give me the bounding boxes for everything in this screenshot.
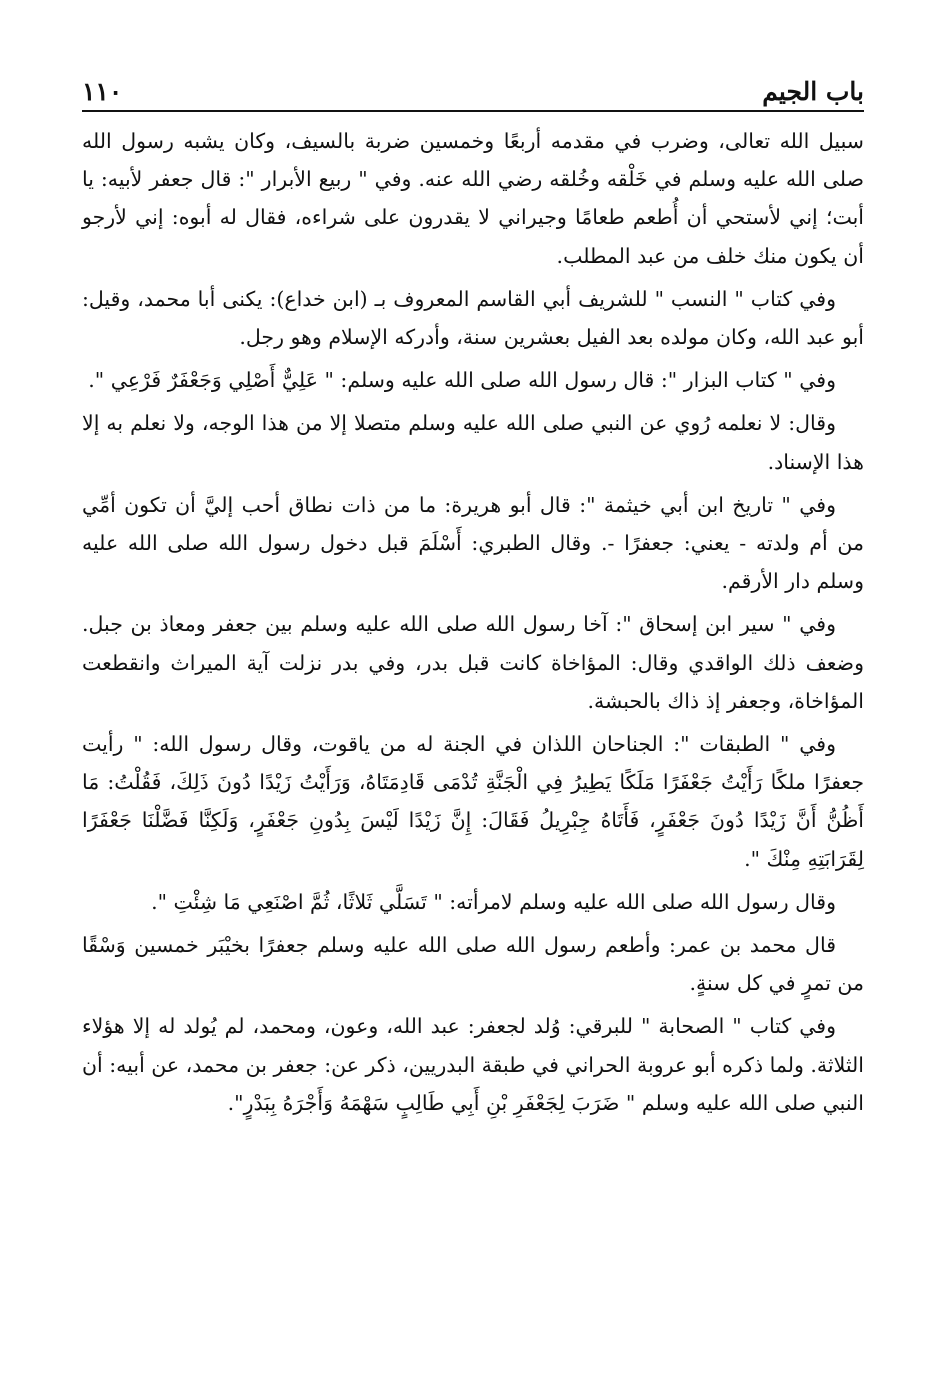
paragraph: وقال رسول الله صلى الله عليه وسلم لامرأته: " تَسَلَّي ثَلاثًا، ثُمَّ اصْنَعِي مَا شِئْتِ ". xyxy=(151,889,836,914)
chapter-title: باب الجيم xyxy=(762,77,864,106)
paragraph: وفي " الطبقات ": الجناحان اللذان في الجنة له من ياقوت، وقال رسول الله: " رأيت جعفرًا ملكًا رَأَيْتُ جَعْفَرًا مَلَكًا يَطِيرُ فِي الْجَنَّةِ تُدْمَى قَادِمَتَاهُ، وَرَأَيْتُ زَيْدًا دُونَ ذَلِكَ، فَقُلْتُ: مَا أَظُنُّ أَنَّ زَيْدًا دُونَ جَعْفَرٍ، فَأَتَاهُ جِبْرِيلُ فَقَالَ: إِنَّ زَيْدًا لَيْسَ بِدُونِ جَعْفَرٍ، وَلَكِنَّا فَضَّلْنَا جَعْفَرًا لِقَرَابَتِهِ مِنْكَ ". xyxy=(82,732,864,871)
page-header xyxy=(82,66,864,112)
paragraph: قال محمد بن عمر: وأطعم رسول الله صلى الله عليه وسلم جعفرًا بخيْبَر خمسين وَسْقًا من تمرٍ في كل سنةٍ. xyxy=(82,933,864,996)
page-number: ١١٠ xyxy=(82,77,123,106)
paragraph: سبيل الله تعالى، وضرب في مقدمه أربعًا وخمسين ضربة بالسيف، وكان يشبه رسول الله صلى الله عليه وسلم في خَلْقه وخُلقه رضي الله عنه. وفي " ربيع الأبرار ": قال جعفر لأبيه: يا أبت؛ إني لأستحي أن أُطعم طعامًا وجيراني لا يقدرون على شراءه، فقال له أبوه: إني لأرجو أن يكون منك خلف من عبد المطلب. xyxy=(82,129,864,268)
paragraph: وفي " تاريخ ابن أبي خيثمة ": قال أبو هريرة: ما من ذات نطاق أحب إليَّ أن تكون أمِّي من أم ولدته - يعني: جعفرًا -. وقال الطبري: أَسْلَمَ قبل دخول رسول الله صلى الله عليه وسلم دار الأرقم. xyxy=(82,492,864,594)
paragraph: وفي كتاب " النسب " للشريف أبي القاسم المعروف بـ (ابن خداع): يكنى أبا محمد، وقيل: أبو عبد الله، وكان مولده بعد الفيل بعشرين سنة، وأدركه الإسلام وهو رجل. xyxy=(82,286,864,350)
paragraph: وفي كتاب " الصحابة " للبرقي: وُلد لجعفر: عبد الله، وعون، ومحمد، لم يُولد له إلا هؤلاء الثلاثة. ولما ذكره أبو عروبة الحراني في طبقة البدريين، ذكر عن: جعفر بن محمد، عن أبيه: أن النبي صلى الله عليه وسلم " ضَرَبَ لِجَعْفَرِ بْنِ أَبِي طَالِبٍ سَهْمَهُ وَأَجْرَهُ بِبَدْرٍ". xyxy=(82,1014,864,1115)
paragraph: وقال: لا نعلمه رُوي عن النبي صلى الله عليه وسلم متصلا إلا من هذا الوجه، ولا نعلم به إلا هذا الإسناد. xyxy=(82,411,864,474)
paragraph: وفي " سير ابن إسحاق ": آخا رسول الله صلى الله عليه وسلم بين جعفر ومعاذ بن جبل. وضعف ذلك الواقدي وقال: المؤاخاة كانت قبل بدر، وفي بدر نزلت آية الميراث وانقطعت المؤاخاة، وجعفر إذ ذاك بالحبشة. xyxy=(82,612,864,713)
paragraph: وفي " كتاب البزار ": قال رسول الله صلى الله عليه وسلم: " عَلِيٌّ أَصْلِي وَجَعْفَرٌ فَرْعِي ". xyxy=(88,368,836,393)
page-body xyxy=(82,122,864,1122)
